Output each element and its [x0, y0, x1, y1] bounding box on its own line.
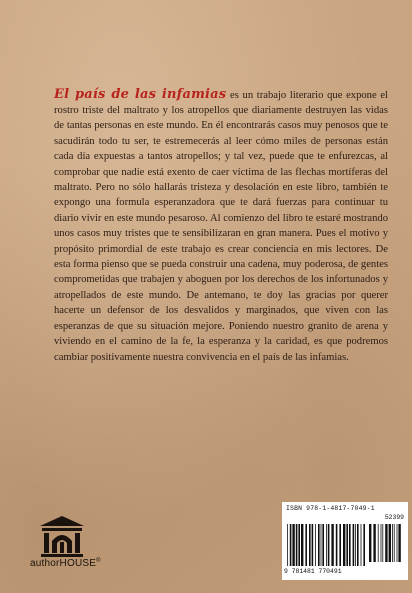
- ean-barcode-bars: [286, 524, 366, 566]
- barcode-bar: [331, 524, 333, 566]
- barcode-bar: [298, 524, 300, 566]
- barcode-bar: [382, 524, 383, 562]
- blurb-body: es un trabajo literario que expone el rostro triste del maltrato y los atropellos que diariamente destruyen las vidas de tantas personas en este mundo. En él encontrarás casos muy penosos que te sacudirán todo tu ser, te estremecerás al leer cómo miles de personas están cada día expuestas a tantos atropellos; y tal vez, puede que te enfurezcas, al comprobar que nadie está exento de caer víctima de las flechas mortíferas del maltrato. Pero no sólo hallarás tristeza y desolación en este libro, también te expongo una formula esperanzadora que te dará fuerzas para continuar tu diario vivir en este mundo pesaroso. Al comienzo del libro te estaré mostrando unos casos muy tristes que te sensibilizaran en gran manera. Pues el motivo y propósito primordial de este trabajo es crear conciencia en mis lectores. De esta forma pienso que se pueda construir una cadena, muy poderosa, de gentes comprometidas que trabajen y aboguen por los derechos de los infortunados y atropellados de este mundo. De antemano, te doy las gracias por querer hacerte un defensor de los desvalidos y marginados, que viven con las esperanzas de que su situación mejore. Poniendo nuestro granito de arena y viviendo en el camino de la fe, la esperanza y la caridad, es que podremos cambiar positivamente nuestra convivencia en el país de las infamias.: [54, 89, 388, 363]
- barcode-bar: [357, 524, 359, 566]
- barcode-bar: [369, 524, 371, 562]
- book-title-inline: El país de las infamias: [54, 86, 227, 102]
- barcode-bar: [346, 524, 348, 566]
- barcode-bar: [349, 524, 351, 566]
- barcode-bar: [296, 524, 298, 566]
- barcode-bar: [339, 524, 341, 566]
- barcode-bar: [301, 524, 303, 566]
- barcode-bar: [389, 524, 391, 562]
- ean-digits: 9 781481 770491: [284, 568, 342, 575]
- barcode-bar: [326, 524, 327, 566]
- barcode-bar: [322, 524, 324, 566]
- isbn-text: ISBN 978-1-4817-7049-1: [286, 505, 375, 512]
- barcode-bar: [328, 524, 330, 566]
- blurb-text: [54, 87, 388, 365]
- barcode: [282, 502, 408, 580]
- barcode-bar: [287, 524, 288, 566]
- barcode-bar: [392, 524, 393, 562]
- barcode-bar: [378, 524, 379, 562]
- barcode-bar: [397, 524, 398, 562]
- barcode-addon-number: 52399: [384, 514, 404, 521]
- barcode-bar: [336, 524, 338, 566]
- house-arch-icon: [36, 514, 88, 558]
- barcode-bar: [363, 524, 365, 566]
- barcode-bar: [394, 524, 395, 562]
- barcode-bar: [309, 524, 311, 566]
- barcode-bar: [385, 524, 387, 562]
- barcode-bar: [312, 524, 314, 566]
- barcode-bar: [343, 524, 345, 566]
- barcode-bar: [290, 524, 292, 566]
- barcode-bar: [318, 524, 320, 566]
- barcode-bar: [373, 524, 375, 562]
- publisher-name: authorHOUSE®: [30, 558, 101, 569]
- barcode-bar: [381, 524, 382, 562]
- barcode-bar: [315, 524, 316, 566]
- barcode-bar: [355, 524, 356, 566]
- barcode-bar: [361, 524, 362, 566]
- barcode-bar: [398, 524, 400, 562]
- addon-barcode-bars: [368, 524, 404, 562]
- barcode-bar: [305, 524, 307, 566]
- barcode-bar: [292, 524, 294, 566]
- barcode-bar: [353, 524, 355, 566]
- barcode-bar: [321, 524, 322, 566]
